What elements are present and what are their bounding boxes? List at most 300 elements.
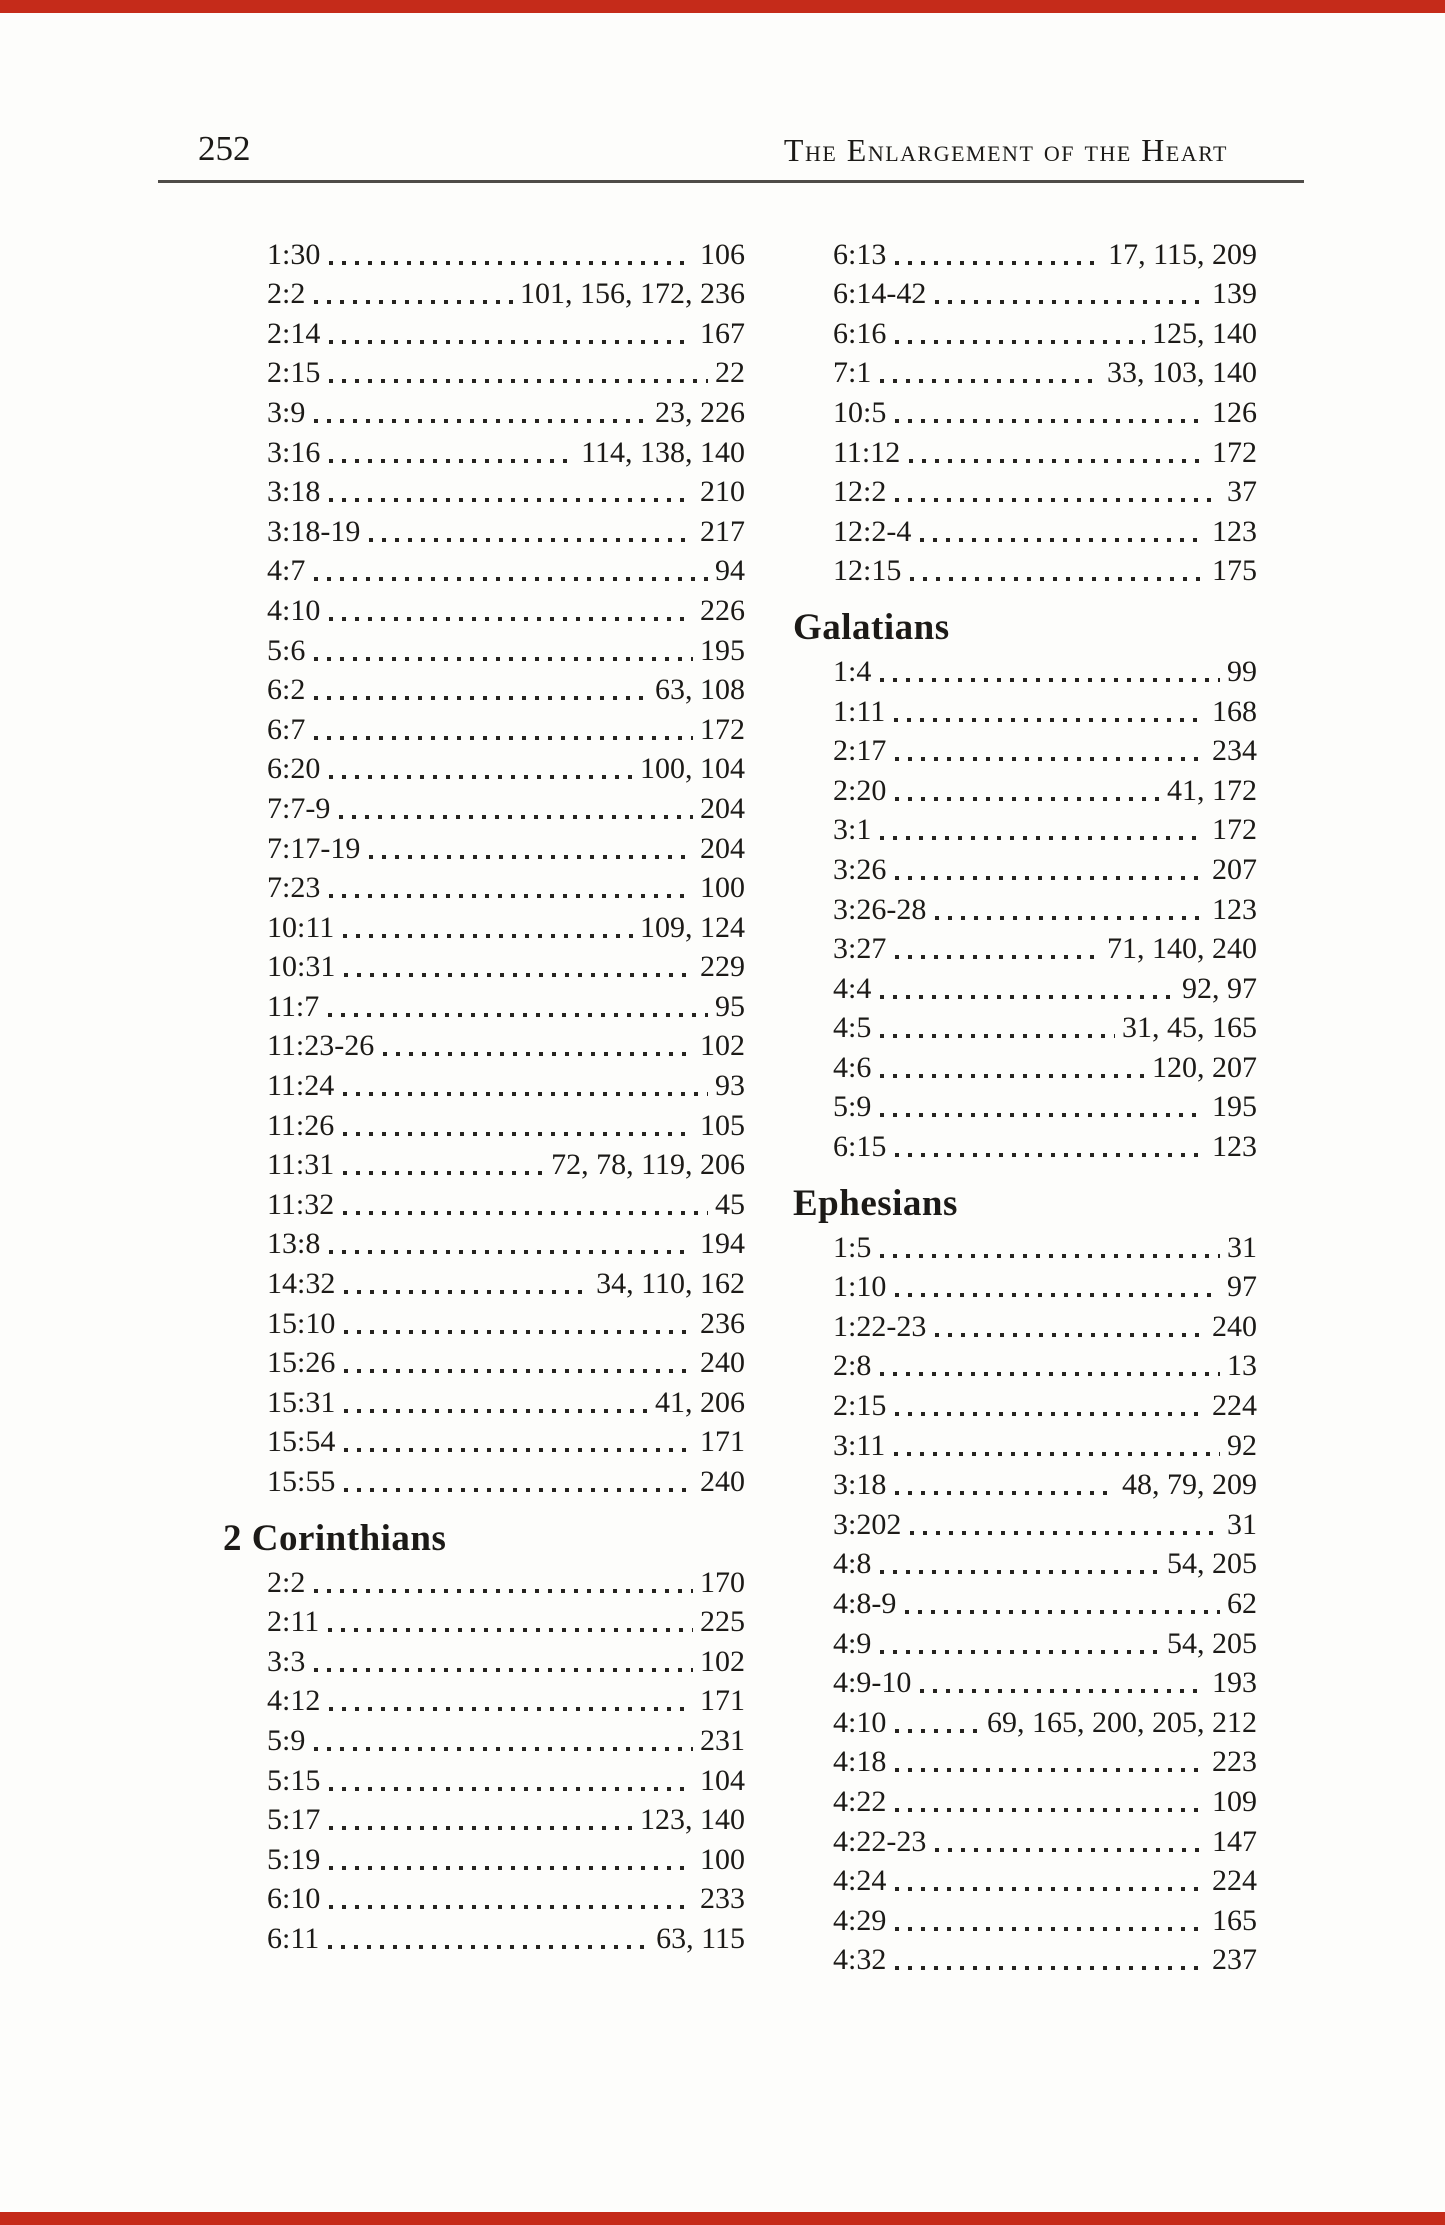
verse-ref: 3:26-28 (833, 892, 927, 926)
dot-leader (329, 261, 693, 265)
verse-ref: 2:2 (267, 277, 306, 311)
index-column-right (793, 232, 1257, 1977)
page-numbers: 95 (715, 989, 745, 1023)
index-row (267, 1380, 745, 1420)
page-numbers: 34, 110, 162 (596, 1267, 745, 1301)
dot-leader (314, 736, 693, 740)
page-numbers: 167 (700, 316, 745, 350)
page-numbers: 172 (700, 712, 745, 746)
dot-leader (328, 1628, 693, 1632)
page-numbers: 41, 206 (655, 1385, 745, 1419)
dot-leader (905, 1610, 1220, 1614)
index-row (833, 1124, 1257, 1164)
verse-ref: 3:9 (267, 395, 306, 429)
index-row (267, 232, 745, 272)
dot-leader (329, 1250, 693, 1254)
page-numbers: 194 (700, 1227, 745, 1261)
index-row (833, 1045, 1257, 1085)
page-numbers: 147 (1212, 1824, 1257, 1858)
dot-leader (894, 1452, 1220, 1456)
index-row (267, 509, 745, 549)
page-numbers: 48, 79, 209 (1122, 1468, 1257, 1502)
verse-ref: 4:5 (833, 1011, 872, 1045)
running-title: The Enlargement of the Heart (783, 132, 1228, 168)
verse-ref: 6:13 (833, 237, 887, 271)
index-row (833, 1463, 1257, 1503)
dot-leader (895, 1153, 1205, 1157)
index-row (833, 390, 1257, 430)
page-numbers: 104 (700, 1763, 745, 1797)
verse-ref: 5:19 (267, 1842, 321, 1876)
verse-ref: 1:4 (833, 654, 872, 688)
verse-ref: 2:14 (267, 316, 321, 350)
verse-ref: 12:15 (833, 554, 902, 588)
dot-leader (344, 1330, 693, 1334)
dot-leader (344, 1409, 648, 1413)
dot-leader (880, 1650, 1160, 1654)
page-numbers: 225 (700, 1605, 745, 1639)
index-row (833, 272, 1257, 312)
page-numbers: 240 (1212, 1309, 1257, 1343)
index-row (833, 649, 1257, 689)
dot-leader (895, 340, 1145, 344)
page-numbers: 71, 140, 240 (1107, 932, 1257, 966)
page-numbers: 226 (700, 593, 745, 627)
verse-ref: 10:5 (833, 395, 887, 429)
index-row (833, 1502, 1257, 1542)
index-row (267, 668, 745, 708)
index-row (833, 430, 1257, 470)
verse-ref: 11:32 (267, 1187, 335, 1221)
dot-leader (880, 836, 1205, 840)
index-row (267, 1459, 745, 1499)
index-row (833, 887, 1257, 927)
index-row (833, 1006, 1257, 1046)
index-row (267, 786, 745, 826)
index-row (267, 1679, 745, 1719)
index-row (833, 1779, 1257, 1819)
verse-ref: 4:7 (267, 554, 306, 588)
page-numbers: 207 (1212, 852, 1257, 886)
verse-ref: 1:11 (833, 694, 886, 728)
dot-leader (895, 419, 1205, 423)
dot-leader (895, 498, 1220, 502)
index-row (833, 351, 1257, 391)
index-row (267, 1758, 745, 1798)
verse-ref: 6:7 (267, 712, 306, 746)
index-row (267, 272, 745, 312)
index-row (833, 847, 1257, 887)
page-numbers: 204 (700, 791, 745, 825)
index-row (833, 1225, 1257, 1265)
verse-ref: 3:3 (267, 1644, 306, 1678)
verse-ref: 11:26 (267, 1108, 335, 1142)
index-row (833, 1304, 1257, 1344)
dot-leader (329, 1826, 633, 1830)
dot-leader (314, 1589, 693, 1593)
verse-ref: 5:6 (267, 633, 306, 667)
page-numbers: 123 (1212, 514, 1257, 548)
verse-ref: 2:15 (267, 356, 321, 390)
index-row (267, 1182, 745, 1222)
verse-ref: 4:22-23 (833, 1824, 927, 1858)
page-numbers: 236 (700, 1306, 745, 1340)
dot-leader (935, 1848, 1205, 1852)
dot-leader (314, 657, 693, 661)
dot-leader (894, 718, 1205, 722)
page-numbers: 31 (1227, 1230, 1257, 1264)
index-row (267, 707, 745, 747)
page-numbers: 99 (1227, 654, 1257, 688)
index-column-left (223, 232, 745, 1956)
scan-artifact-bar-top (0, 0, 1445, 13)
page-numbers: 100 (700, 871, 745, 905)
verse-ref: 11:7 (267, 989, 320, 1023)
dot-leader (880, 379, 1100, 383)
verse-ref: 3:202 (833, 1507, 902, 1541)
dot-leader (935, 1333, 1205, 1337)
page-numbers: 93 (715, 1069, 745, 1103)
dot-leader (383, 1052, 693, 1056)
dot-leader (329, 1787, 693, 1791)
index-row (833, 1621, 1257, 1661)
verse-ref: 4:24 (833, 1864, 887, 1898)
verse-ref: 11:31 (267, 1148, 335, 1182)
page-numbers: 63, 115 (656, 1921, 745, 1955)
dot-leader (329, 498, 693, 502)
page-numbers: 233 (700, 1882, 745, 1916)
page-numbers: 41, 172 (1167, 773, 1257, 807)
page-numbers: 72, 78, 119, 206 (551, 1148, 745, 1182)
index-row (833, 1085, 1257, 1125)
verse-ref: 1:5 (833, 1230, 872, 1264)
verse-ref: 4:9-10 (833, 1666, 912, 1700)
page-numbers: 45 (715, 1187, 745, 1221)
index-row (833, 1700, 1257, 1740)
page-numbers: 69, 165, 200, 205, 212 (987, 1705, 1257, 1739)
page-numbers: 223 (1212, 1745, 1257, 1779)
verse-ref: 10:11 (267, 910, 335, 944)
page-numbers: 114, 138, 140 (581, 435, 745, 469)
page-numbers: 224 (1212, 1864, 1257, 1898)
index-row (833, 1344, 1257, 1384)
page-numbers: 126 (1212, 395, 1257, 429)
index-row (267, 1341, 745, 1381)
dot-leader (314, 1747, 693, 1751)
verse-ref: 5:15 (267, 1763, 321, 1797)
page-numbers: 97 (1227, 1270, 1257, 1304)
verse-ref: 4:10 (267, 593, 321, 627)
page-numbers: 54, 205 (1167, 1626, 1257, 1660)
index-row (267, 588, 745, 628)
page-number: 252 (198, 129, 251, 168)
page-numbers: 62 (1227, 1587, 1257, 1620)
verse-ref: 3:26 (833, 852, 887, 886)
dot-leader (895, 757, 1205, 761)
dot-leader (329, 894, 693, 898)
verse-ref: 6:14-42 (833, 277, 927, 311)
page-numbers: 102 (700, 1644, 745, 1678)
dot-leader (343, 1211, 708, 1215)
verse-ref: 7:1 (833, 356, 872, 390)
page-numbers: 229 (700, 950, 745, 984)
dot-leader (895, 955, 1100, 959)
dot-leader (935, 300, 1205, 304)
index-row (267, 470, 745, 510)
page-numbers: 31, 45, 165 (1122, 1011, 1257, 1045)
page-numbers: 139 (1212, 277, 1257, 311)
page-numbers: 171 (700, 1425, 745, 1459)
index-row (833, 1938, 1257, 1978)
verse-ref: 2:20 (833, 773, 887, 807)
page-numbers: 106 (700, 237, 745, 271)
page-numbers: 54, 205 (1167, 1547, 1257, 1581)
page-numbers: 237 (1212, 1943, 1257, 1977)
index-row (267, 945, 745, 985)
index-row (267, 1301, 745, 1341)
dot-leader (895, 1927, 1205, 1931)
index-row (267, 1420, 745, 1460)
index-row (267, 747, 745, 787)
dot-leader (329, 340, 693, 344)
verse-ref: 2:11 (267, 1605, 320, 1639)
index-row (267, 1798, 745, 1838)
verse-ref: 3:1 (833, 813, 872, 847)
dot-leader (369, 538, 693, 542)
page-numbers: 193 (1212, 1666, 1257, 1700)
verse-ref: 7:23 (267, 871, 321, 905)
index-row (833, 549, 1257, 589)
page-numbers: 100, 104 (640, 752, 745, 786)
page-numbers: 92, 97 (1182, 971, 1257, 1005)
dot-leader (920, 1689, 1205, 1693)
page-numbers: 204 (700, 831, 745, 865)
dot-leader (314, 696, 648, 700)
verse-ref: 4:8-9 (833, 1587, 897, 1620)
index-row (833, 311, 1257, 351)
verse-ref: 6:11 (267, 1921, 320, 1955)
dot-leader (329, 1905, 693, 1909)
index-row (833, 1265, 1257, 1305)
verse-ref: 7:17-19 (267, 831, 361, 865)
verse-ref: 3:18-19 (267, 514, 361, 548)
index-row (833, 1859, 1257, 1899)
verse-ref: 4:22 (833, 1784, 887, 1818)
index-row (833, 966, 1257, 1006)
verse-ref: 10:31 (267, 950, 336, 984)
page-numbers: 101, 156, 172, 236 (520, 277, 745, 311)
dot-leader (895, 876, 1205, 880)
index-row (267, 984, 745, 1024)
dot-leader (880, 1113, 1205, 1117)
dot-leader (895, 1293, 1220, 1297)
verse-ref: 3:18 (267, 475, 321, 509)
page-numbers: 23, 226 (655, 395, 745, 429)
page-numbers: 33, 103, 140 (1107, 356, 1257, 390)
verse-ref: 6:10 (267, 1882, 321, 1916)
page-numbers: 234 (1212, 734, 1257, 768)
index-row (833, 1661, 1257, 1701)
index-row (267, 1103, 745, 1143)
verse-ref: 4:8 (833, 1547, 872, 1581)
verse-ref: 11:23-26 (267, 1029, 375, 1063)
verse-ref: 3:16 (267, 435, 321, 469)
verse-ref: 1:10 (833, 1270, 887, 1304)
page-numbers: 240 (700, 1346, 745, 1380)
dot-leader (880, 1074, 1145, 1078)
dot-leader (314, 577, 708, 581)
dot-leader (920, 538, 1205, 542)
scan-artifact-bar-bottom (0, 2212, 1445, 2225)
dot-leader (339, 815, 693, 819)
page-numbers: 172 (1212, 813, 1257, 847)
dot-leader (895, 1491, 1115, 1495)
page-numbers: 170 (700, 1565, 745, 1599)
verse-ref: 12:2 (833, 475, 887, 509)
index-row (267, 1837, 745, 1877)
page-numbers: 172 (1212, 435, 1257, 469)
dot-leader (344, 1448, 693, 1452)
dot-leader (880, 1372, 1220, 1376)
dot-leader (344, 1369, 693, 1373)
page-numbers: 217 (700, 514, 745, 548)
index-row (267, 1063, 745, 1103)
verse-ref: 2:17 (833, 734, 887, 768)
verse-ref: 5:9 (833, 1090, 872, 1124)
page-numbers: 175 (1212, 554, 1257, 588)
dot-leader (895, 1729, 980, 1733)
dot-leader (910, 577, 1205, 581)
page-numbers: 123 (1212, 892, 1257, 926)
page-numbers: 37 (1227, 475, 1257, 509)
page-numbers: 123 (1212, 1130, 1257, 1164)
page-numbers: 210 (700, 475, 745, 509)
verse-ref: 15:26 (267, 1346, 336, 1380)
verse-ref: 4:32 (833, 1943, 887, 1977)
index-row (267, 1877, 745, 1917)
dot-leader (880, 1254, 1220, 1258)
verse-ref: 2:15 (833, 1389, 887, 1423)
index-row (267, 351, 745, 391)
page-numbers: 102 (700, 1029, 745, 1063)
verse-ref: 6:2 (267, 673, 306, 707)
page-numbers: 224 (1212, 1389, 1257, 1423)
index-row (833, 1542, 1257, 1582)
dot-leader (314, 300, 513, 304)
index-row (833, 1423, 1257, 1463)
index-row (267, 1916, 745, 1956)
index-row (267, 628, 745, 668)
page-numbers: 168 (1212, 694, 1257, 728)
verse-ref: 11:12 (833, 435, 901, 469)
page-numbers: 92 (1227, 1428, 1257, 1462)
index-row (833, 1819, 1257, 1859)
page-header (158, 116, 1304, 166)
verse-ref: 13:8 (267, 1227, 321, 1261)
verse-ref: 4:9 (833, 1626, 872, 1660)
verse-ref: 6:20 (267, 752, 321, 786)
dot-leader (314, 419, 648, 423)
dot-leader (895, 797, 1160, 801)
dot-leader (880, 1034, 1115, 1038)
dot-leader (329, 1866, 693, 1870)
page-numbers: 31 (1227, 1507, 1257, 1541)
verse-ref: 5:17 (267, 1803, 321, 1837)
index-row (267, 390, 745, 430)
verse-ref: 6:16 (833, 316, 887, 350)
verse-ref: 4:18 (833, 1745, 887, 1779)
index-row (833, 1383, 1257, 1423)
dot-leader (895, 1768, 1205, 1772)
page-numbers: 105 (700, 1108, 745, 1142)
index-row (267, 905, 745, 945)
verse-ref: 4:12 (267, 1684, 321, 1718)
index-row (267, 1024, 745, 1064)
index-row (833, 768, 1257, 808)
dot-leader (314, 1668, 693, 1672)
page-numbers: 165 (1212, 1903, 1257, 1937)
page-numbers: 13 (1227, 1349, 1257, 1383)
verse-ref: 2:2 (267, 1565, 306, 1599)
index-row (267, 1261, 745, 1301)
verse-ref: 4:10 (833, 1705, 887, 1739)
dot-leader (328, 1013, 708, 1017)
dot-leader (344, 973, 693, 977)
dot-leader (369, 855, 693, 859)
header-rule (158, 180, 1304, 183)
page-numbers: 195 (1212, 1090, 1257, 1124)
dot-leader (329, 1707, 693, 1711)
page-numbers: 171 (700, 1684, 745, 1718)
index-row (267, 430, 745, 470)
index-row (833, 232, 1257, 272)
index-row (267, 549, 745, 589)
index-row (833, 808, 1257, 848)
verse-ref: 15:55 (267, 1465, 336, 1498)
index-row (267, 1143, 745, 1183)
book-heading: Galatians (793, 607, 950, 649)
dot-leader (910, 1531, 1220, 1535)
index-row (833, 729, 1257, 769)
page-numbers: 195 (700, 633, 745, 667)
index-row (833, 1740, 1257, 1780)
index-row (833, 1581, 1257, 1621)
verse-ref: 5:9 (267, 1723, 306, 1757)
verse-ref: 11:24 (267, 1069, 335, 1103)
page-numbers: 17, 115, 209 (1108, 237, 1257, 271)
index-row (833, 927, 1257, 967)
page-numbers: 22 (715, 356, 745, 390)
index-row (267, 1600, 745, 1640)
verse-ref: 2:8 (833, 1349, 872, 1383)
index-row (267, 1222, 745, 1262)
page-numbers: 231 (700, 1723, 745, 1757)
verse-ref: 15:54 (267, 1425, 336, 1459)
dot-leader (344, 1488, 693, 1492)
dot-leader (880, 678, 1220, 682)
page-numbers: 109, 124 (640, 910, 745, 944)
dot-leader (895, 261, 1101, 265)
index-row (267, 311, 745, 351)
page-numbers: 120, 207 (1152, 1050, 1257, 1084)
dot-leader (329, 617, 693, 621)
dot-leader (328, 1945, 649, 1949)
dot-leader (880, 995, 1175, 999)
verse-ref: 3:18 (833, 1468, 887, 1502)
verse-ref: 3:27 (833, 932, 887, 966)
index-row (833, 689, 1257, 729)
page-numbers: 100 (700, 1842, 745, 1876)
